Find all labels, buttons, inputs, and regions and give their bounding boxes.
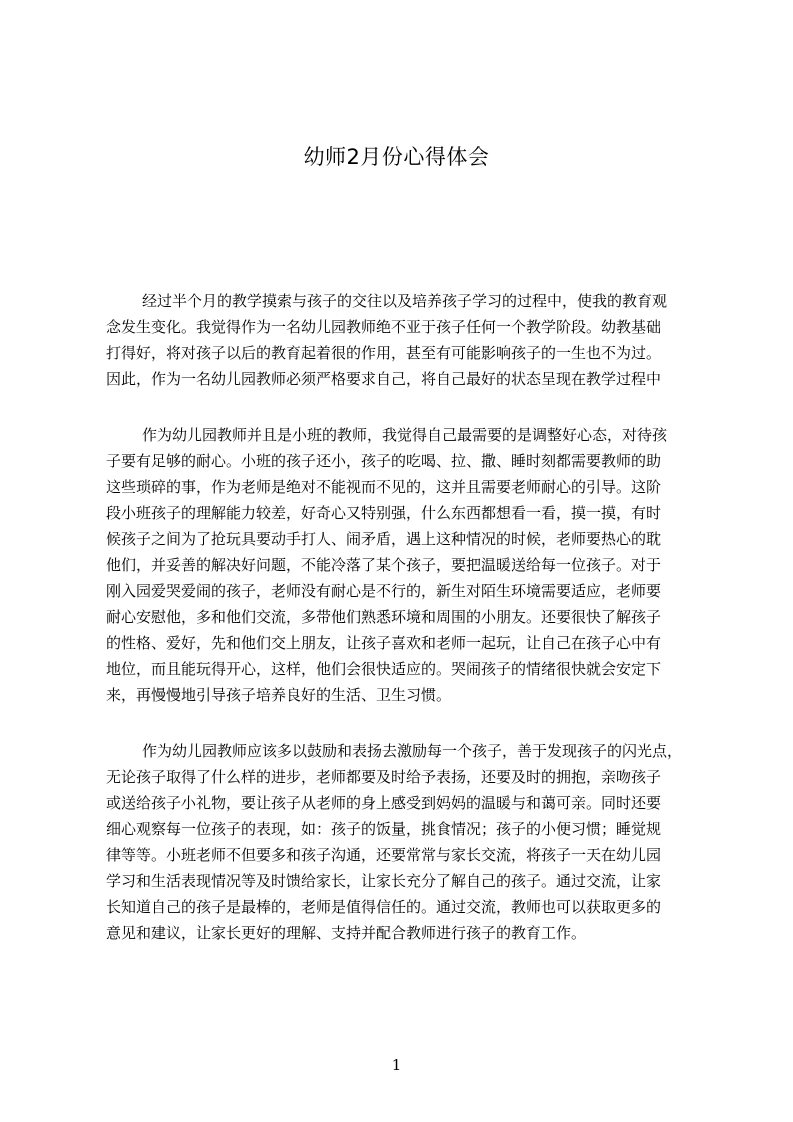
paragraph-3-line-6: 学习和生活表现情况等及时馈给家长，让家长充分了解自己的孩子。通过交流，让家 [106, 872, 662, 890]
paragraph-3-line-5: 律等等。小班老师不但要多和孩子沟通，还要常常与家长交流，将孩子一天在幼儿园 [106, 846, 662, 864]
paragraph-2-line-9: 的性格、爱好，先和他们交上朋友，让孩子喜欢和老师一起玩，让自己在孩子心中有 [106, 634, 662, 652]
paragraph-1-line-3: 打得好，将对孩子以后的教育起着很的作用，甚至有可能影响孩子的一生也不为过。 [106, 344, 662, 362]
paragraph-2-line-5: 候孩子之间为了抢玩具要动手打人、闹矛盾，遇上这种情况的时候，老师要热心的耽 [106, 530, 662, 548]
paragraph-2-line-6: 他们，并妥善的解决好问题，不能冷落了某个孩子，要把温暖送给每一位孩子。对于 [106, 556, 662, 574]
paragraph-2-line-3: 这些琐碎的事，作为老师是绝对不能视而不见的，这并且需要老师耐心的引导。这阶 [106, 478, 662, 496]
paragraph-3-line-4: 细心观察每一位孩子的表现，如：孩子的饭量，挑食情况；孩子的小便习惯；睡觉规 [106, 820, 662, 838]
paragraph-2-line-11: 来，再慢慢地引导孩子培养良好的生活、卫生习惯。 [106, 686, 452, 704]
document-title: 幼师2月份心得体会 [303, 145, 490, 169]
paragraph-2-line-1: 作为幼儿园教师并且是小班的教师，我觉得自己最需要的是调整好心态，对待孩 [142, 426, 668, 444]
paragraph-1-line-4: 因此，作为一名幼儿园教师必须严格要求自己，将自己最好的状态呈现在教学过程中 [106, 370, 662, 388]
page-number: 1 [391, 1056, 402, 1074]
paragraph-3-line-2: 无论孩子取得了什么样的进步，老师都要及时给予表扬，还要及时的拥抱，亲吻孩子 [106, 768, 662, 786]
paragraph-2-line-7: 刚入园爱哭爱闹的孩子，老师没有耐心是不行的，新生对陌生环境需要适应，老师要 [106, 582, 662, 600]
paragraph-3-line-3: 或送给孩子小礼物，要让孩子从老师的身上感受到妈妈的温暖与和蔼可亲。同时还要 [106, 794, 662, 812]
paragraph-2-line-2: 子要有足够的耐心。小班的孩子还小，孩子的吃喝、拉、撒、睡时刻都需要教师的助 [106, 452, 662, 470]
paragraph-3-line-8: 意见和建议，让家长更好的理解、支持并配合教师进行孩子的教育工作。 [106, 924, 587, 942]
paragraph-1-line-1: 经过半个月的教学摸索与孩子的交往以及培养孩子学习的过程中，使我的教育观 [142, 292, 668, 310]
paragraph-3-line-7: 长知道自己的孩子是最棒的，老师是值得信任的。通过交流，教师也可以获取更多的 [106, 898, 662, 916]
paragraph-2-line-8: 耐心安慰他，多和他们交流，多带他们熟悉环境和周围的小朋友。还要很快了解孩子 [106, 608, 662, 626]
paragraph-1-line-2: 念发生变化。我觉得作为一名幼儿园教师绝不亚于孩子任何一个教学阶段。幼教基础 [106, 318, 662, 336]
paragraph-3-line-1: 作为幼儿园教师应该多以鼓励和表扬去激励每一个孩子，善于发现孩子的闪光点， [142, 742, 683, 760]
paragraph-2-line-10: 地位，而且能玩得开心，这样，他们会很快适应的。哭闹孩子的情绪很快就会安定下 [106, 660, 662, 678]
paragraph-2-line-4: 段小班孩子的理解能力较差，好奇心又特别强，什么东西都想看一看，摸一摸，有时 [106, 504, 662, 522]
